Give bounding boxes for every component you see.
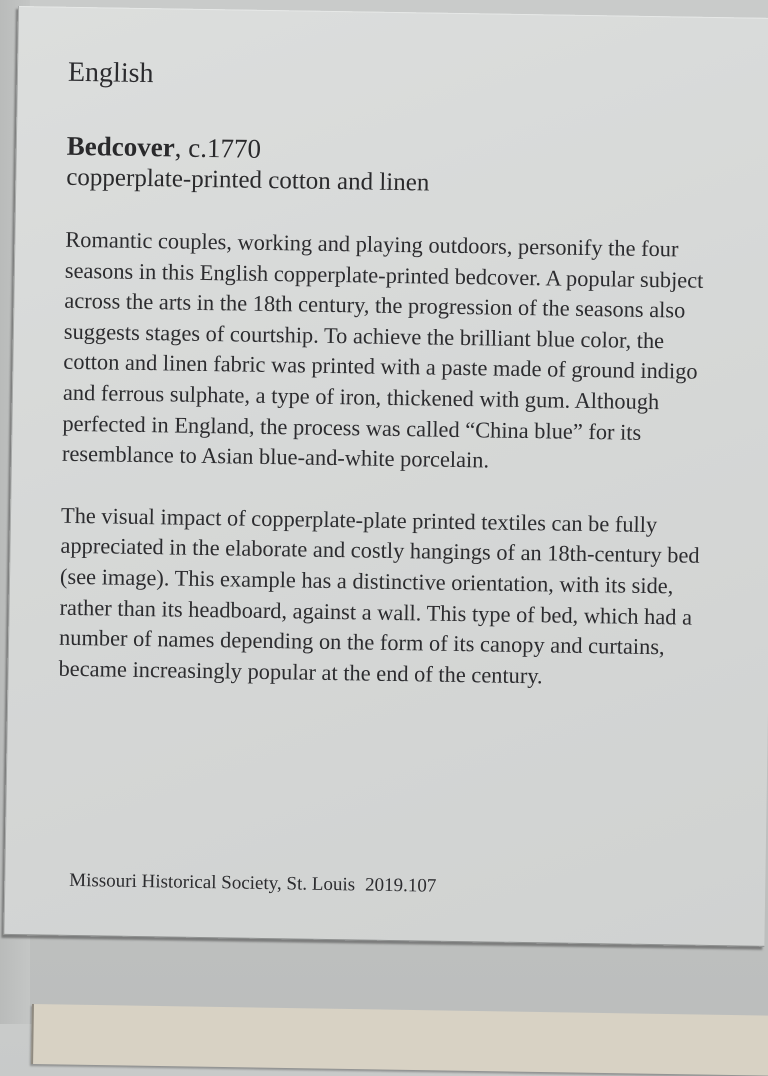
culture-heading: English [67,56,154,90]
label-text-block [58,57,728,695]
object-date: , c.1770 [174,132,262,164]
description-paragraph-2: The visual impact of copperplate-plate printed textiles can be fully appreciated in the elaborate and costly hangings of an 18th-century bed (see image). This example has a distinctive orientation, with its side, rather than its headboard, against a wall. This type of bed, which had a number of names depending on the form of its canopy and curtains, became increasingly popular at the end of the century. [58,502,700,689]
museum-label-placard [3,6,768,947]
adjacent-placard-edge [31,1004,768,1076]
credit-line [69,869,436,899]
object-title: Bedcover [66,130,176,163]
object-medium: copperplate-printed cotton and linen [66,163,430,197]
accession-number: 2019.107 [364,874,437,897]
credit-institution: Missouri Historical Society, St. Louis [69,869,356,896]
description-paragraph-1: Romantic couples, working and playing outdoors, personify the four seasons in this English copperplate-printed bedcover. A popular subject across the arts in the 18th century, the progression of the seasons also suggests stages of courtship. To achieve the brilliant blue color, the cotton and linen fabric was printed with a paste made of ground indigo and ferrous sulphate, a type of iron, thickened with gum. Although perfected in England, the process was called “China blue” for its resemblance to Asian blue-and-white porcelain. [61,226,704,473]
